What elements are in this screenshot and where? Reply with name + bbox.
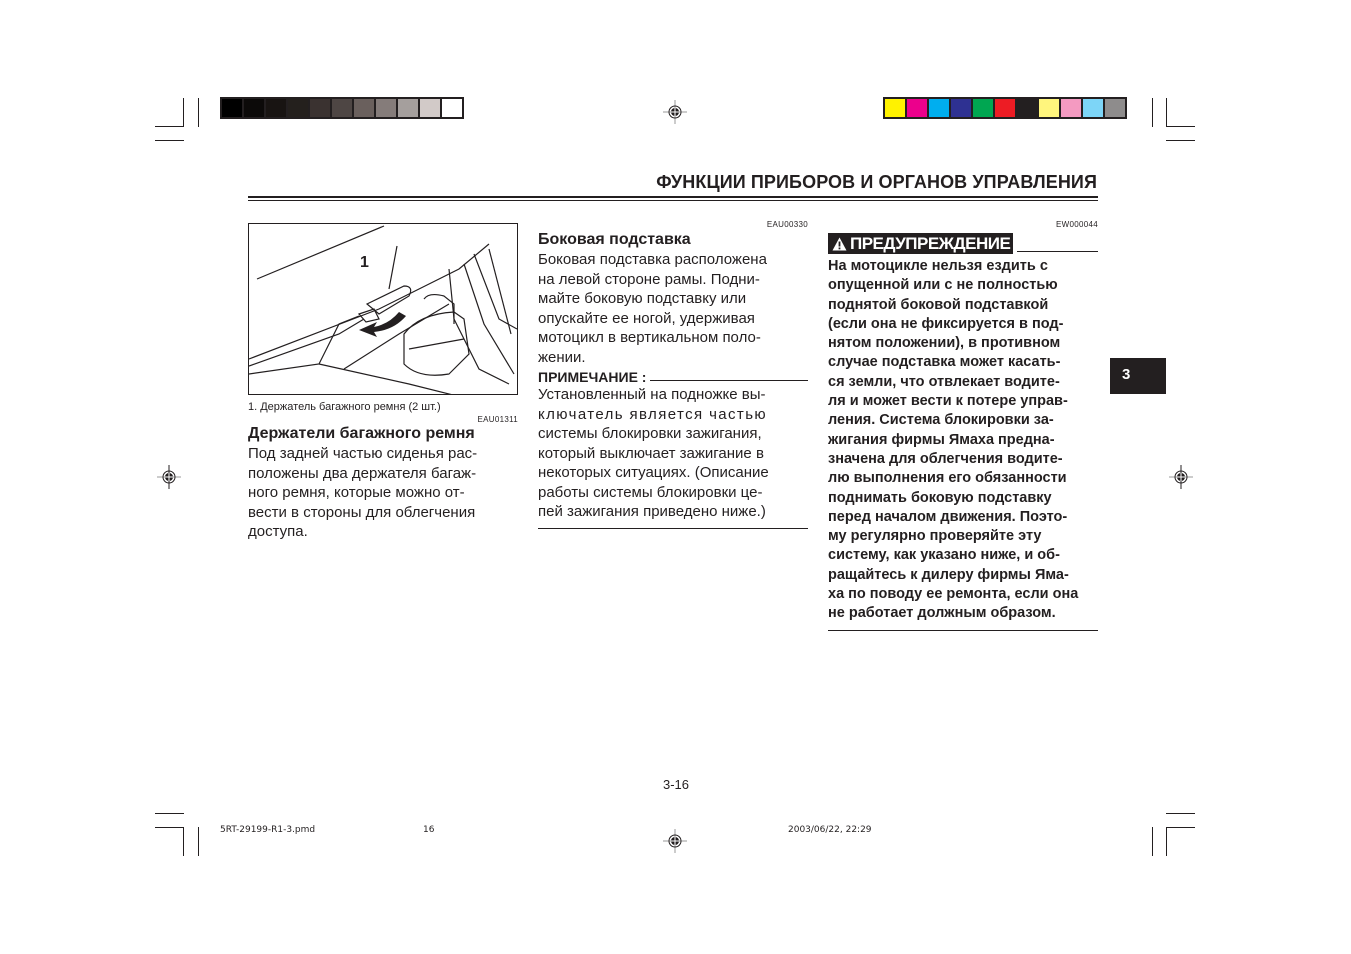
text-line: опускайте ее ногой, удерживая [538,309,755,327]
text-line: му регулярно проверяйте эту [828,528,1042,545]
grayscale-swatch [420,99,440,117]
text-line: мотоцикл в вертикальном поло- [538,329,761,346]
text-line: опущенной или с не полностью [828,277,1058,294]
chapter-tab: 3 [1110,358,1166,394]
text-line: ся земли, что отвлекает водите- [828,373,1060,390]
color-swatch [1061,99,1081,117]
warning-body [828,257,1098,624]
warning-triangle-icon [832,237,847,251]
grayscale-swatch [398,99,418,117]
grayscale-swatch [332,99,352,117]
note-label: ПРИМЕЧАНИЕ : [538,369,647,385]
text-line: лю выполнения его обязанности [828,470,1067,487]
luggage-strap-holder-illustration [248,223,518,395]
section-side-stand [538,230,808,529]
text-line: ращайтесь к дилеру фирмы Яма- [828,566,1069,583]
text-line: систему, как указано ниже, и об- [828,547,1060,564]
warning-label: ПРЕДУПРЕЖДЕНИЕ [850,234,1011,253]
text-line: не работает должным образом. [828,605,1056,622]
text-line: майте боковую подставку или [538,290,747,307]
color-calibration-bar [883,97,1127,119]
footer-file-name: 5RT-29199-R1-3.pmd [220,825,316,835]
section-code: EAU01311 [477,415,518,424]
svg-text:1: 1 [360,254,369,271]
grayscale-calibration-bar [220,97,464,119]
warning-block [828,233,1098,631]
text-line: доступа. [248,523,308,540]
grayscale-swatch [354,99,374,117]
color-swatch [885,99,905,117]
color-swatch [973,99,993,117]
color-swatch [1105,99,1125,117]
section-luggage-strap-holders [248,424,518,542]
color-swatch [907,99,927,117]
text-line: жигания фирмы Ямаха предна- [828,431,1055,448]
footer-sheet-number: 16 [423,825,435,835]
text-line: поднятой боковой подставкой [828,296,1049,313]
page-title: ФУНКЦИИ ПРИБОРОВ И ОРГАНОВ УПРАВЛЕНИЯ [656,172,1097,192]
registration-mark-right [1169,465,1193,489]
grayscale-swatch [244,99,264,117]
text-line: Под задней частью сиденья рас- [248,445,478,462]
note-rule [650,380,808,381]
header-rule-thin [248,200,1098,201]
warning-end-rule [828,630,1098,632]
text-line: ключатель является частью [538,405,768,423]
text-line: Установленный на подножке вы- [538,386,766,403]
registration-mark-bottom [663,829,687,853]
text-line: некоторых ситуациях. (Описание [538,464,769,481]
text-line: работы системы блокировки це- [538,483,763,501]
text-line: Боковая подставка расположена [538,251,767,268]
registration-mark-top [663,100,687,124]
text-line: поднимать боковую подставку [828,489,1052,506]
text-line: ля и может вести к потере управ- [828,393,1068,410]
text-line: вести в стороны для облегчения [248,503,476,521]
section-body [538,250,808,367]
text-line: положены два держателя багаж- [248,464,477,482]
color-swatch [995,99,1015,117]
note-block [538,369,808,529]
header-rule [248,196,1098,198]
text-line: ного ремня, которые можно от- [248,484,465,501]
note-body [538,385,808,522]
text-line: (если она не фиксируется в под- [828,315,1064,332]
warning-header [828,233,1098,254]
grayscale-swatch [442,99,462,117]
text-line: На мотоцикле нельзя ездить с [828,258,1048,274]
text-line: нятом положении), в противном [828,335,1061,352]
text-line: пей зажигания приведено ниже.) [538,503,766,520]
color-swatch [1039,99,1059,117]
text-line: системы блокировки зажигания, [538,425,762,442]
warning-rule [1017,251,1098,253]
text-line: перед началом движения. Поэто- [828,508,1068,525]
section-code: EAU00330 [766,220,808,229]
text-line: ления. Система блокировки за- [828,412,1054,429]
registration-mark-left [157,465,181,489]
text-line: значена для облегчения водите- [828,450,1063,467]
section-body [248,444,518,542]
text-line: на левой стороне рамы. Подни- [538,270,760,288]
section-heading: Боковая подставка [538,231,691,248]
figure-caption: 1. Держатель багажного ремня (2 шт.) [248,401,441,413]
warning-badge [828,233,1013,254]
text-line: который выключает зажигание в [538,444,764,462]
grayscale-swatch [376,99,396,117]
text-line: случае подставка может касать- [828,354,1061,371]
page-number: 3-16 [663,777,690,792]
footer-timestamp: 2003/06/22, 22:29 [788,825,872,835]
section-code: EW000044 [1056,220,1098,229]
note-header [538,369,808,385]
color-swatch [929,99,949,117]
color-swatch [951,99,971,117]
motorcycle-seat-diagram [249,224,518,395]
grayscale-swatch [288,99,308,117]
text-line: ха по поводу ее ремонта, если она [828,586,1079,603]
grayscale-swatch [222,99,242,117]
text-line: жении. [538,348,586,366]
section-heading: Держатели багажного ремня [248,425,475,442]
color-swatch [1083,99,1103,117]
color-swatch [1017,99,1037,117]
note-end-rule [538,528,808,530]
grayscale-swatch [266,99,286,117]
grayscale-swatch [310,99,330,117]
